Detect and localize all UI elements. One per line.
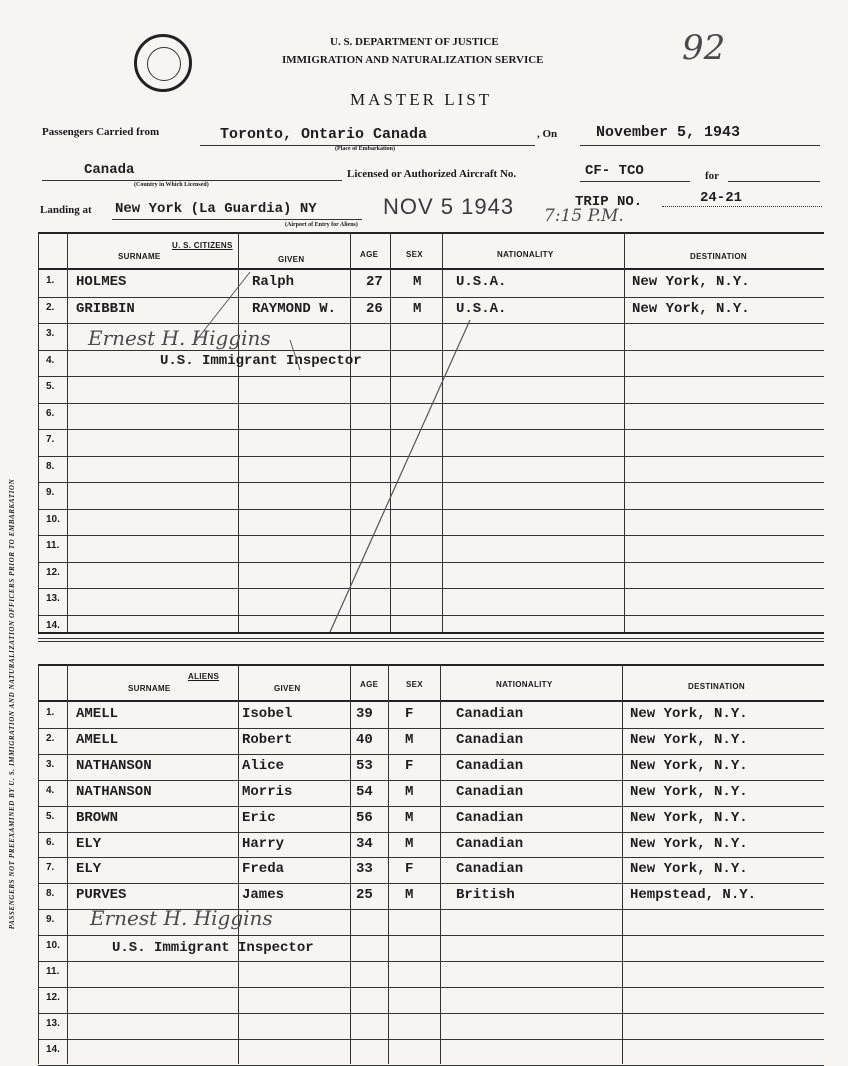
aliens-cell-num: 10. — [46, 940, 60, 952]
aliens-cell-surname: AMELL — [76, 706, 119, 722]
aircraft-value: CF- TCO — [585, 163, 644, 179]
citizens-cell-destination: New York, N.Y. — [632, 274, 750, 290]
side-note: PASSENGERS NOT PREEXAMINED BY U. S. IMMIGRATION AND NATURALIZATION OFFICERS PRIOR TO EMBARKATION — [8, 478, 16, 930]
citizens-cell-num: 11. — [46, 540, 60, 551]
citizens-col-nationality: NATIONALITY — [497, 250, 554, 259]
citizens-col-given: GIVEN — [278, 255, 305, 264]
aliens-cell-num: 1. — [46, 707, 55, 718]
citizens-cell-num: 10. — [46, 513, 60, 525]
aliens-cell-num: 7. — [46, 862, 55, 874]
aliens-cell-nationality: Canadian — [456, 757, 524, 774]
aliens-cell-nationality: Canadian — [456, 731, 524, 748]
aliens-cell-given: James — [242, 887, 285, 904]
citizens-cell-num: 5. — [46, 381, 55, 392]
citizens-strike-line-3 — [290, 340, 300, 370]
aliens-cell-sex: F — [405, 861, 414, 878]
aliens-cell-destination: New York, N.Y. — [630, 706, 748, 722]
aliens-cell-num: 8. — [46, 888, 55, 900]
aliens-cell-given: Eric — [242, 809, 276, 826]
aliens-cell-num: 14. — [46, 1043, 60, 1055]
citizens-cell-num: 12. — [46, 566, 60, 578]
citizens-cell-age: 26 — [366, 300, 383, 317]
aliens-cell-destination: New York, N.Y. — [630, 861, 748, 878]
aliens-cell-given: Morris — [242, 783, 293, 800]
place-caption: (Place of Embarkation) — [335, 146, 395, 152]
aliens-cell-surname: PURVES — [76, 887, 127, 904]
citizens-col-destination: DESTINATION — [690, 252, 747, 261]
for-label: for — [705, 170, 720, 182]
aliens-cell-destination: New York, N.Y. — [630, 809, 748, 826]
aliens-cell-surname: NATHANSON — [76, 757, 152, 774]
aliens-cell-num: 5. — [46, 810, 55, 822]
citizens-cell-surname: GRIBBIN — [76, 300, 135, 317]
aliens-col-age: AGE — [360, 680, 379, 689]
aliens-cell-given: Freda — [242, 861, 285, 878]
citizens-cell-num: 9. — [46, 487, 55, 498]
citizens-col-age: AGE — [360, 250, 379, 259]
citizens-cell-num: 1. — [46, 275, 55, 286]
aliens-cell-num: 3. — [46, 758, 55, 770]
aliens-cell-destination: Hempstead, N.Y. — [630, 887, 757, 904]
aliens-cell-given: Robert — [242, 731, 293, 748]
citizens-cell-num: 4. — [46, 354, 55, 366]
aliens-cell-destination: New York, N.Y. — [630, 783, 748, 800]
country-caption: (Country in Which Licensed) — [134, 182, 209, 188]
aliens-col-nationality: NATIONALITY — [496, 680, 553, 689]
aliens-cell-age: 34 — [356, 835, 373, 852]
aliens-cell-sex: M — [405, 835, 414, 852]
citizens-cell-destination: New York, N.Y. — [632, 300, 750, 317]
received-date-stamp: NOV 5 1943 — [383, 194, 515, 219]
citizens-cell-sex: M — [413, 300, 422, 317]
date-value: November 5, 1943 — [596, 124, 741, 141]
citizens-cell-num: 2. — [46, 301, 55, 313]
aliens-cell-nationality: Canadian — [456, 706, 524, 722]
aliens-cell-age: 54 — [356, 783, 373, 800]
service-heading: IMMIGRATION AND NATURALIZATION SERVICE — [282, 54, 544, 66]
aliens-cell-surname: AMELL — [76, 731, 119, 748]
on-label: , On — [537, 128, 558, 140]
citizens-cell-sex: M — [413, 274, 422, 290]
aliens-cell-num: 9. — [46, 914, 55, 926]
carried-from-value: Toronto, Ontario Canada — [220, 126, 428, 143]
aliens-cell-destination: New York, N.Y. — [630, 835, 748, 852]
aliens-cell-age: 56 — [356, 809, 373, 826]
citizens-inspector-signature: Ernest H. Higgins — [88, 326, 271, 350]
aliens-cell-sex: M — [405, 731, 414, 748]
aliens-cell-num: 4. — [46, 784, 55, 796]
aliens-cell-surname: BROWN — [76, 809, 119, 826]
citizens-inspector-title: U.S. Immigrant Inspector — [160, 353, 362, 369]
aliens-cell-sex: F — [405, 757, 414, 774]
aliens-cell-surname: ELY — [76, 835, 102, 852]
citizens-strike-line-2 — [195, 272, 250, 342]
citizens-cell-num: 13. — [46, 593, 60, 604]
aliens-cell-nationality: Canadian — [456, 809, 524, 826]
carried-from-label: Passengers Carried from — [42, 126, 160, 138]
aliens-cell-num: 12. — [46, 991, 60, 1003]
citizens-col-sex: SEX — [406, 250, 423, 259]
aliens-cell-age: 39 — [356, 706, 373, 722]
aliens-row-divider — [38, 1065, 824, 1066]
licensed-label: Licensed or Authorized Aircraft No. — [347, 168, 517, 180]
citizens-cell-nationality: U.S.A. — [456, 274, 507, 290]
aliens-inspector-title: U.S. Immigrant Inspector — [112, 940, 314, 956]
citizens-cell-age: 27 — [366, 274, 383, 290]
trip-label: TRIP NO. — [575, 194, 643, 210]
aliens-section-label: ALIENS — [188, 672, 220, 681]
citizens-col-surname: SURNAME — [118, 252, 161, 261]
aliens-inspector-signature: Ernest H. Higgins — [90, 906, 273, 930]
citizens-cell-num: 14. — [46, 619, 60, 631]
citizens-strike-line — [330, 320, 470, 632]
aliens-col-destination: DESTINATION — [688, 682, 745, 691]
citizens-cell-num: 6. — [46, 407, 55, 419]
citizens-cell-num: 8. — [46, 460, 55, 472]
country-value: Canada — [84, 162, 135, 178]
citizens-cell-given: Ralph — [252, 274, 295, 290]
aliens-cell-age: 53 — [356, 757, 373, 774]
aliens-cell-sex: M — [405, 783, 414, 800]
citizens-cell-num: 3. — [46, 328, 55, 339]
aliens-cell-destination: New York, N.Y. — [630, 757, 748, 774]
page-number: 92 — [682, 28, 726, 68]
citizens-section-label: U. S. CITIZENS — [172, 241, 233, 250]
aliens-cell-sex: F — [405, 706, 414, 722]
landing-label: Landing at — [40, 204, 92, 216]
landing-value: New York (La Guardia) NY — [115, 201, 317, 217]
aliens-cell-given: Alice — [242, 757, 285, 774]
arrival-time-note: 7:15 P.M. — [544, 206, 624, 226]
page-title: MASTER LIST — [350, 90, 493, 109]
airport-caption: (Airport of Entry for Aliens) — [285, 222, 358, 228]
aliens-cell-sex: M — [405, 809, 414, 826]
aliens-cell-age: 40 — [356, 731, 373, 748]
aliens-cell-surname: NATHANSON — [76, 783, 152, 800]
trip-value: 24-21 — [700, 190, 743, 206]
department-heading: U. S. DEPARTMENT OF JUSTICE — [330, 36, 499, 48]
aliens-cell-nationality: Canadian — [456, 783, 524, 800]
aliens-cell-destination: New York, N.Y. — [630, 731, 748, 748]
aliens-cell-nationality: Canadian — [456, 861, 524, 878]
citizens-cell-given: RAYMOND W. — [252, 300, 337, 317]
aliens-cell-num: 2. — [46, 732, 55, 744]
aliens-cell-num: 11. — [46, 966, 60, 977]
aliens-col-given: GIVEN — [274, 684, 301, 693]
citizens-cell-nationality: U.S.A. — [456, 300, 507, 317]
aliens-cell-num: 6. — [46, 836, 55, 848]
aliens-cell-sex: M — [405, 887, 414, 904]
aliens-cell-num: 13. — [46, 1017, 60, 1029]
aliens-cell-nationality: Canadian — [456, 835, 524, 852]
aliens-col-sex: SEX — [406, 680, 423, 689]
aliens-col-surname: SURNAME — [128, 684, 171, 693]
citizens-cell-surname: HOLMES — [76, 274, 127, 290]
aliens-cell-age: 33 — [356, 861, 373, 878]
aliens-cell-given: Isobel — [242, 706, 293, 722]
aliens-cell-age: 25 — [356, 887, 373, 904]
aliens-cell-given: Harry — [242, 835, 285, 852]
aliens-cell-nationality: British — [456, 887, 515, 904]
aliens-cell-surname: ELY — [76, 861, 102, 878]
citizens-cell-num: 7. — [46, 434, 55, 445]
